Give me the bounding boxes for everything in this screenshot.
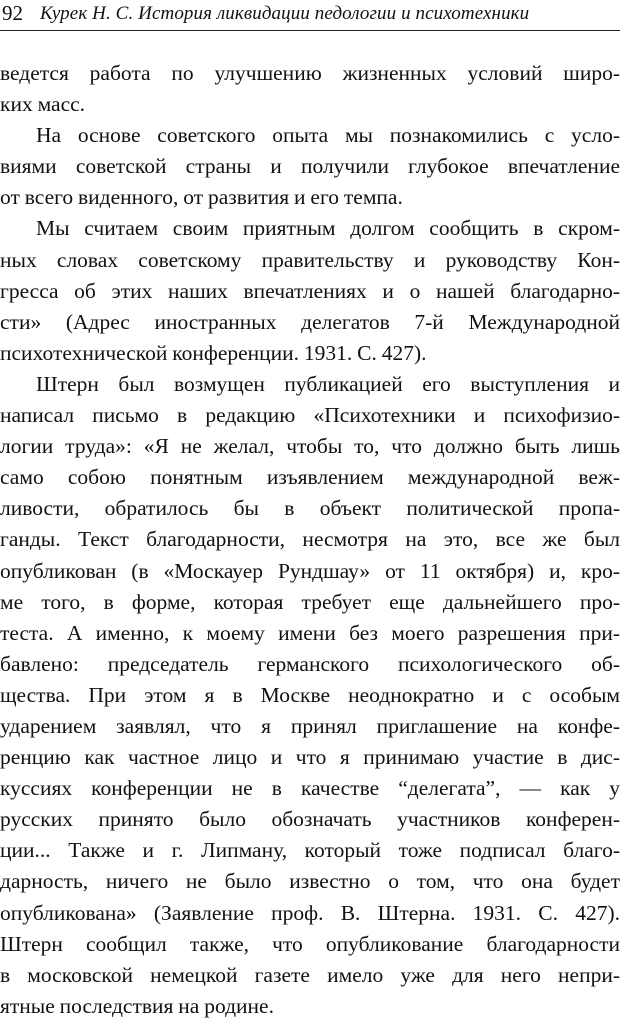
text-line: ливости, обратилось бы в объект политической пропа-: [0, 496, 620, 521]
text-line: теста. А именно, к моему имени без моего разрешения при-: [0, 620, 620, 645]
text-line: щества. При этом я в Москве неоднократно и с особым: [0, 682, 620, 707]
header-rule: [0, 30, 620, 31]
text-line: виями советской страны и получили глубокое впечатление: [0, 154, 620, 179]
text-line: в московской немецкой газете имело уже для него непри-: [0, 962, 620, 987]
text-line: ганды. Текст благодарности, несмотря на это, все же был: [0, 527, 620, 552]
text-line: ренцию как частное лицо и что я принимаю участие в дис-: [0, 745, 620, 770]
text-line: гресса об этих наших впечатлениях и о нашей благодарно-: [0, 278, 620, 303]
text-line: ме того, в форме, которая требует еще дальнейшего про-: [0, 589, 620, 614]
running-header: [0, 0, 620, 30]
text-line: ции... Также и г. Липману, который тоже подписал благо-: [0, 838, 620, 863]
text-line: русских принято было обозначать участников конферен-: [0, 807, 620, 832]
text-line: от всего виденного, от развития и его темпа.: [0, 185, 403, 210]
text-line: сти» (Адрес иностранных делегатов 7-й Международной: [0, 309, 620, 334]
running-title: Курек Н. С. История ликвидации педологии и психотехники: [40, 3, 530, 24]
text-line: психотехнической конференции. 1931. С. 427).: [0, 340, 427, 365]
text-line: логии труда»: «Я не желал, чтобы то, что должно быть лишь: [0, 434, 620, 459]
text-line: само собою понятным изъявлением международной веж-: [0, 465, 620, 490]
text-line: опубликована» (Заявление проф. В. Штерна. 1931. С. 427).: [0, 900, 620, 925]
text-line: ятные последствия на родине.: [0, 993, 274, 1018]
text-line: На основе советского опыта мы познакомились с усло-: [36, 123, 620, 148]
text-line: бавлено: председатель германского психологического об-: [0, 651, 620, 676]
text-line: куссиях конференции не в качестве “делегата”, — как у: [0, 776, 620, 801]
text-line: опубликован (в «Москауер Рундшау» от 11 октября) и, кро-: [0, 558, 620, 583]
text-line: ведется работа по улучшению жизненных условий широ-: [0, 61, 620, 85]
text-line: Штерн был возмущен публикацией его выступления и: [36, 371, 620, 396]
text-line: ударением заявлял, что я принял приглашение на конфе-: [0, 713, 620, 738]
text-line: ных словах советскому правительству и руководству Кон-: [0, 247, 620, 272]
text-line: дарность, ничего не было известно о том, что она будет: [0, 869, 620, 894]
text-line: написал письмо в редакцию «Психотехники и психофизио-: [0, 403, 620, 428]
body-text: [0, 58, 620, 1022]
text-line: Мы считаем своим приятным долгом сообщить в скром-: [36, 216, 620, 241]
page-number: 92: [2, 1, 23, 25]
text-line: Штерн сообщил также, что опубликование благодарности: [0, 931, 620, 956]
text-line: ких масс.: [0, 92, 86, 117]
